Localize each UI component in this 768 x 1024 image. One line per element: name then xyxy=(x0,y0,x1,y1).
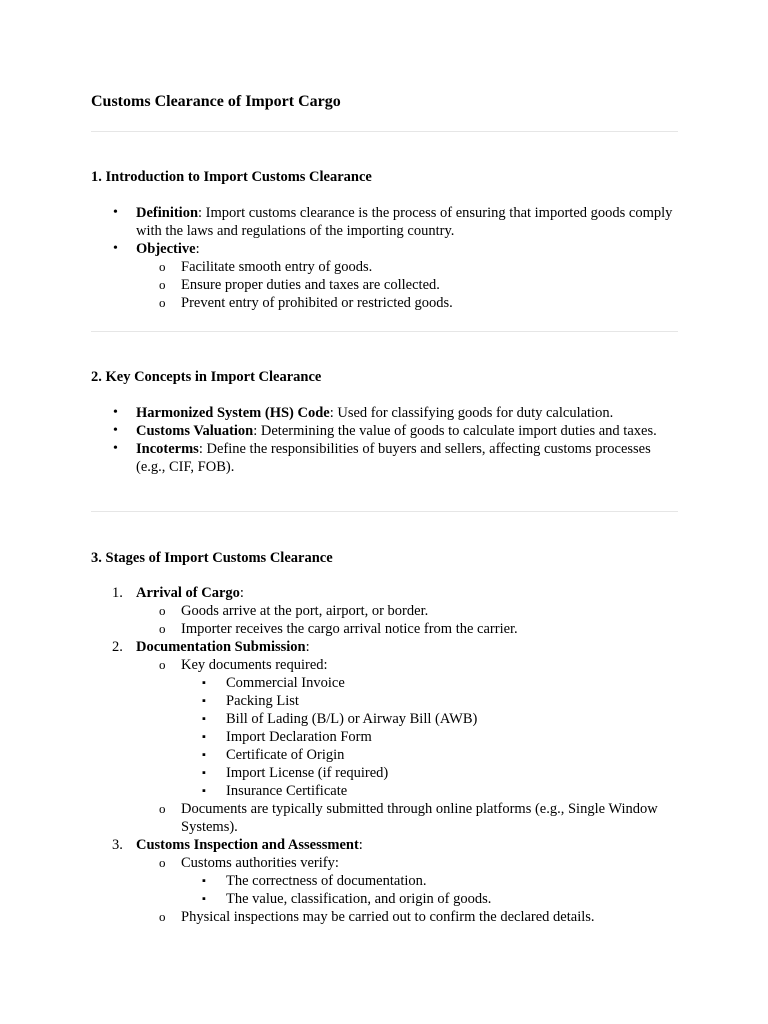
square-bullet-icon: ▪ xyxy=(202,875,206,887)
list-item xyxy=(91,440,678,476)
square-bullet-icon: ▪ xyxy=(202,749,206,761)
list-item-text: Import License (if required) xyxy=(226,765,389,781)
square-bullet-icon: ▪ xyxy=(202,767,206,779)
term-text: : Used for classifying goods for duty calculation. xyxy=(329,405,614,421)
circle-bullet-icon: o xyxy=(159,277,166,292)
list-item xyxy=(181,782,678,800)
list-item-text: Insurance Certificate xyxy=(226,783,348,799)
list-item xyxy=(136,276,678,294)
list-item xyxy=(91,204,678,240)
term-label: Harmonized System (HS) Code xyxy=(136,405,330,421)
list-item xyxy=(136,908,678,926)
list-item xyxy=(136,800,678,836)
list-item-text: Bill of Lading (B/L) or Airway Bill (AWB) xyxy=(226,711,478,727)
bullet-icon: • xyxy=(113,241,118,256)
list-item xyxy=(181,674,678,692)
list-item-text: The correctness of documentation. xyxy=(226,873,427,889)
circle-bullet-icon: o xyxy=(159,603,166,618)
list-item-text: Facilitate smooth entry of goods. xyxy=(181,259,373,275)
section-heading-3: 3. Stages of Import Customs Clearance xyxy=(91,550,333,566)
circle-bullet-icon: o xyxy=(159,621,166,636)
list-item xyxy=(91,638,678,836)
term-label: Documentation Submission xyxy=(136,639,306,655)
list-item xyxy=(136,854,678,908)
section-2-content xyxy=(91,404,678,476)
term-text: : xyxy=(358,837,363,853)
list-item xyxy=(136,656,678,800)
list-item-text: The value, classification, and origin of goods. xyxy=(226,891,492,907)
circle-bullet-icon: o xyxy=(159,295,166,310)
list-item xyxy=(91,240,678,312)
list-item xyxy=(181,692,678,710)
bullet-icon: • xyxy=(113,205,118,220)
list-item xyxy=(181,728,678,746)
square-bullet-icon: ▪ xyxy=(202,785,206,797)
term-text: : Define the responsibilities of buyers and sellers, affecting customs processes (e.g., CIF, FOB). xyxy=(136,441,651,475)
term-text: : Import customs clearance is the process of ensuring that imported goods comply with the laws and regulations of the importing country. xyxy=(136,205,673,239)
term-label: Incoterms xyxy=(136,441,199,457)
bullet-icon: • xyxy=(113,405,118,420)
term-label: Arrival of Cargo xyxy=(136,585,240,601)
bullet-icon: • xyxy=(113,423,118,438)
square-bullet-icon: ▪ xyxy=(202,695,206,707)
list-item-text: Documents are typically submitted through online platforms (e.g., Single Window Systems). xyxy=(181,801,658,835)
list-item xyxy=(136,620,678,638)
section-1-content xyxy=(91,204,678,312)
divider xyxy=(91,131,678,132)
term-text: : Determining the value of goods to calculate import duties and taxes. xyxy=(253,423,657,439)
list-number: 2. xyxy=(112,639,123,655)
square-bullet-icon: ▪ xyxy=(202,677,206,689)
square-bullet-icon: ▪ xyxy=(202,731,206,743)
list-number: 1. xyxy=(112,585,123,601)
list-item xyxy=(181,872,678,890)
term-label: Customs Inspection and Assessment xyxy=(136,837,359,853)
circle-bullet-icon: o xyxy=(159,801,166,816)
list-item-text: Ensure proper duties and taxes are collected. xyxy=(181,277,440,293)
circle-bullet-icon: o xyxy=(159,909,166,924)
term-label: Definition xyxy=(136,205,199,221)
divider xyxy=(91,511,678,512)
list-item-text: Prevent entry of prohibited or restricted goods. xyxy=(181,295,453,311)
list-item-text: Importer receives the cargo arrival notice from the carrier. xyxy=(181,621,518,637)
square-bullet-icon: ▪ xyxy=(202,893,206,905)
list-item xyxy=(136,258,678,276)
circle-bullet-icon: o xyxy=(159,657,166,672)
divider xyxy=(91,331,678,332)
section-heading-1: 1. Introduction to Import Customs Clearance xyxy=(91,169,372,185)
term-label: Customs Valuation xyxy=(136,423,254,439)
list-item xyxy=(91,404,678,422)
list-item xyxy=(136,602,678,620)
list-item-text: Certificate of Origin xyxy=(226,747,345,763)
list-item xyxy=(91,836,678,926)
list-item-text: Physical inspections may be carried out to confirm the declared details. xyxy=(181,909,595,925)
circle-bullet-icon: o xyxy=(159,855,166,870)
bullet-icon: • xyxy=(113,441,118,456)
list-item xyxy=(136,294,678,312)
list-item xyxy=(181,764,678,782)
list-item-text: Import Declaration Form xyxy=(226,729,372,745)
section-3-content xyxy=(91,584,678,926)
section-heading-2: 2. Key Concepts in Import Clearance xyxy=(91,369,322,385)
list-item xyxy=(181,710,678,728)
term-text: : xyxy=(305,639,310,655)
list-item-text: Customs authorities verify: xyxy=(181,855,339,871)
list-item-text: Goods arrive at the port, airport, or border. xyxy=(181,603,429,619)
list-item-text: Key documents required: xyxy=(181,657,328,673)
list-item xyxy=(91,584,678,638)
list-item-text: Commercial Invoice xyxy=(226,675,345,691)
square-bullet-icon: ▪ xyxy=(202,713,206,725)
document-title: Customs Clearance of Import Cargo xyxy=(91,93,341,110)
term-text: : xyxy=(239,585,244,601)
circle-bullet-icon: o xyxy=(159,259,166,274)
list-item xyxy=(181,890,678,908)
term-text: : xyxy=(195,241,200,257)
list-item xyxy=(181,746,678,764)
list-item-text: Packing List xyxy=(226,693,299,709)
list-item xyxy=(91,422,678,440)
list-number: 3. xyxy=(112,837,123,853)
term-label: Objective xyxy=(136,241,196,257)
